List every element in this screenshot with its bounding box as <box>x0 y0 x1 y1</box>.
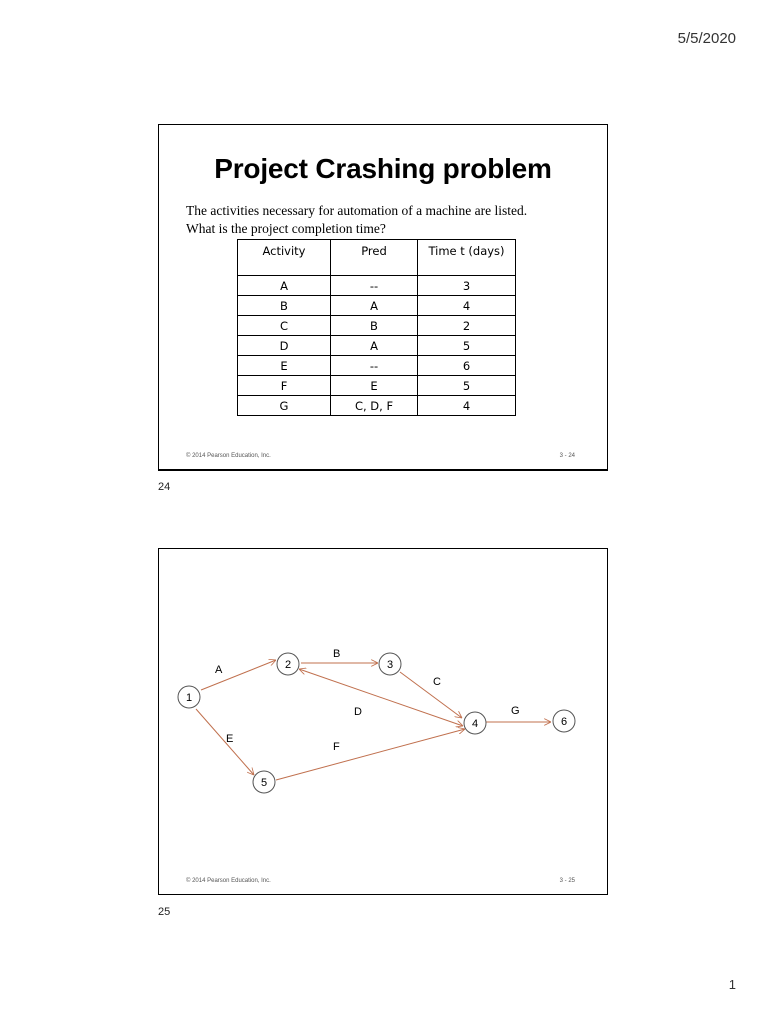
cell-activity: A <box>238 276 331 296</box>
cell-pred: -- <box>331 356 418 376</box>
body-line-2: What is the project completion time? <box>186 221 386 236</box>
cell-time: 2 <box>418 316 516 336</box>
cell-activity: G <box>238 396 331 416</box>
cell-time: 6 <box>418 356 516 376</box>
table-row <box>238 276 516 296</box>
edge-label-c: C <box>433 676 441 688</box>
edge-label-a: A <box>215 664 223 676</box>
table-row <box>238 316 516 336</box>
slide-page-label: 25 <box>158 906 171 918</box>
cell-time: 4 <box>418 296 516 316</box>
edge-label-b: B <box>333 648 341 660</box>
slide-copyright: © 2014 Pearson Education, Inc. <box>186 453 271 459</box>
svg-text:4: 4 <box>471 718 479 730</box>
cell-pred: -- <box>331 276 418 296</box>
cell-pred: A <box>331 336 418 356</box>
slide-number: 3 - 25 <box>559 878 575 884</box>
node-1 <box>178 686 200 708</box>
body-line-1: The activities necessary for automation of a machine are listed. <box>186 203 528 218</box>
edge-label-d: D <box>354 706 362 718</box>
header-pred: Pred <box>331 240 418 276</box>
node-6 <box>553 710 575 732</box>
table-row <box>238 296 516 316</box>
cell-activity: D <box>238 336 331 356</box>
node-4 <box>464 712 486 734</box>
page-number: 1 <box>728 977 736 992</box>
header-activity: Activity <box>238 240 331 276</box>
cell-time: 5 <box>418 336 516 356</box>
svg-text:5: 5 <box>260 777 268 789</box>
node-3 <box>379 653 401 675</box>
cell-pred: B <box>331 316 418 336</box>
table-row <box>238 356 516 376</box>
slide-title: Project Crashing problem <box>214 153 552 184</box>
svg-text:3: 3 <box>386 659 394 671</box>
edge-c <box>400 672 462 718</box>
cell-pred: C, D, F <box>331 396 418 416</box>
cell-time: 3 <box>418 276 516 296</box>
table-header-row <box>238 240 516 276</box>
edge-label-g: G <box>511 705 520 717</box>
svg-text:1: 1 <box>185 692 193 704</box>
edge-f <box>276 729 465 780</box>
cell-activity: E <box>238 356 331 376</box>
table-row <box>238 376 516 396</box>
slide-number: 3 - 24 <box>559 453 575 459</box>
page-date: 5/5/2020 <box>677 30 736 47</box>
header-time: Time t (days) <box>418 240 516 276</box>
svg-text:2: 2 <box>284 659 292 671</box>
edge-e <box>196 709 254 775</box>
table-row <box>238 396 516 416</box>
slide-24 <box>158 124 608 471</box>
slide-page-label: 24 <box>158 481 171 493</box>
slide-25 <box>158 548 608 895</box>
edge-label-f: F <box>333 741 340 753</box>
cell-time: 5 <box>418 376 516 396</box>
edge-a <box>201 660 276 690</box>
cell-time: 4 <box>418 396 516 416</box>
cell-activity: C <box>238 316 331 336</box>
cell-activity: F <box>238 376 331 396</box>
cell-pred: E <box>331 376 418 396</box>
slide-body <box>186 202 527 238</box>
node-5 <box>253 771 275 793</box>
cell-activity: B <box>238 296 331 316</box>
network-diagram <box>159 549 609 896</box>
svg-text:6: 6 <box>560 716 568 728</box>
activity-table <box>237 239 516 416</box>
cell-pred: A <box>331 296 418 316</box>
node-2 <box>277 653 299 675</box>
table-row <box>238 336 516 356</box>
slide-copyright: © 2014 Pearson Education, Inc. <box>186 878 271 884</box>
edge-label-e: E <box>226 733 234 745</box>
